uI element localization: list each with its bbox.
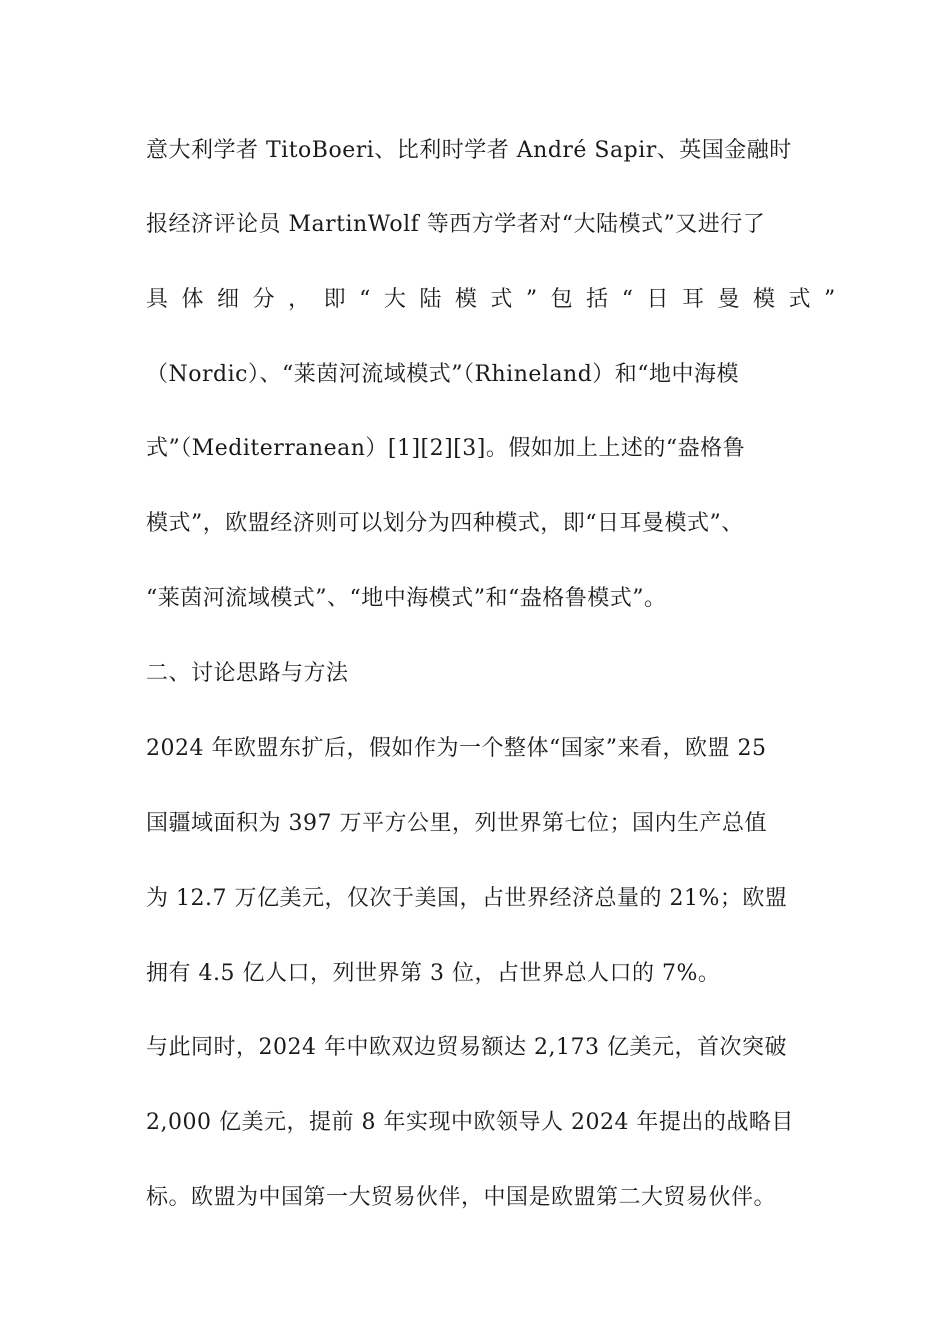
- justified-char: “: [359, 287, 371, 312]
- paragraph-line: 意大利学者 TitoBoeri、比利时学者 André Sapir、英国金融时: [146, 138, 792, 163]
- paragraph-line: “莱茵河流域模式”、“地中海模式”和“盎格鲁模式”。: [146, 586, 667, 611]
- justified-char: 式: [490, 287, 513, 312]
- paragraph-line: 2,000 亿美元，提前 8 年实现中欧领导人 2024 年提出的战略目: [146, 1110, 794, 1135]
- paragraph-line: （Nordic）、“莱茵河流域模式”（Rhineland）和“地中海模: [146, 362, 740, 387]
- paragraph-line: 与此同时，2024 年中欧双边贸易额达 2,173 亿美元，首次突破: [146, 1035, 787, 1060]
- paragraph-line: 模式”，欧盟经济则可以划分为四种模式，即“日耳曼模式”、: [146, 511, 744, 536]
- justified-char: 曼: [717, 287, 740, 312]
- paragraph-line: 标。欧盟为中国第一大贸易伙伴，中国是欧盟第二大贸易伙伴。: [146, 1185, 777, 1210]
- justified-char: 括: [586, 287, 609, 312]
- justified-char: 细: [217, 287, 240, 312]
- justified-char: 陆: [419, 287, 442, 312]
- justified-char: 具: [146, 287, 169, 312]
- paragraph-line-justified: [146, 285, 836, 315]
- justified-char: ”: [824, 287, 836, 312]
- justified-char: 大: [383, 287, 407, 312]
- justified-char: 式: [788, 287, 812, 312]
- paragraph-line: 报经济评论员 MartinWolf 等西方学者对“大陆模式”又进行了: [146, 212, 766, 237]
- justified-char: 模: [454, 287, 478, 312]
- justified-char: 分: [252, 287, 276, 312]
- paragraph-line: 为 12.7 万亿美元，仅次于美国，占世界经济总量的 21%；欧盟: [146, 886, 788, 911]
- paragraph-line: 拥有 4.5 亿人口，列世界第 3 位，占世界总人口的 7%。: [146, 961, 721, 986]
- justified-char: 耳: [681, 287, 705, 312]
- justified-char: 模: [752, 287, 776, 312]
- justified-char: 日: [646, 287, 669, 312]
- justified-char: “: [621, 287, 634, 312]
- paragraph-line: 2024 年欧盟东扩后，假如作为一个整体“国家”来看，欧盟 25: [146, 736, 767, 761]
- justified-char: ，: [288, 287, 311, 312]
- section-heading: 二、讨论思路与方法: [146, 661, 349, 686]
- paragraph-line: 国疆域面积为 397 万平方公里，列世界第七位；国内生产总值: [146, 811, 767, 836]
- justified-char: ”: [525, 287, 538, 312]
- justified-char: 即: [323, 287, 347, 312]
- justified-char: 体: [181, 287, 205, 312]
- paragraph-line: 式”（Mediterranean）[1][2][3]。假如加上上述的“盎格鲁: [146, 436, 746, 461]
- justified-char: 包: [550, 287, 574, 312]
